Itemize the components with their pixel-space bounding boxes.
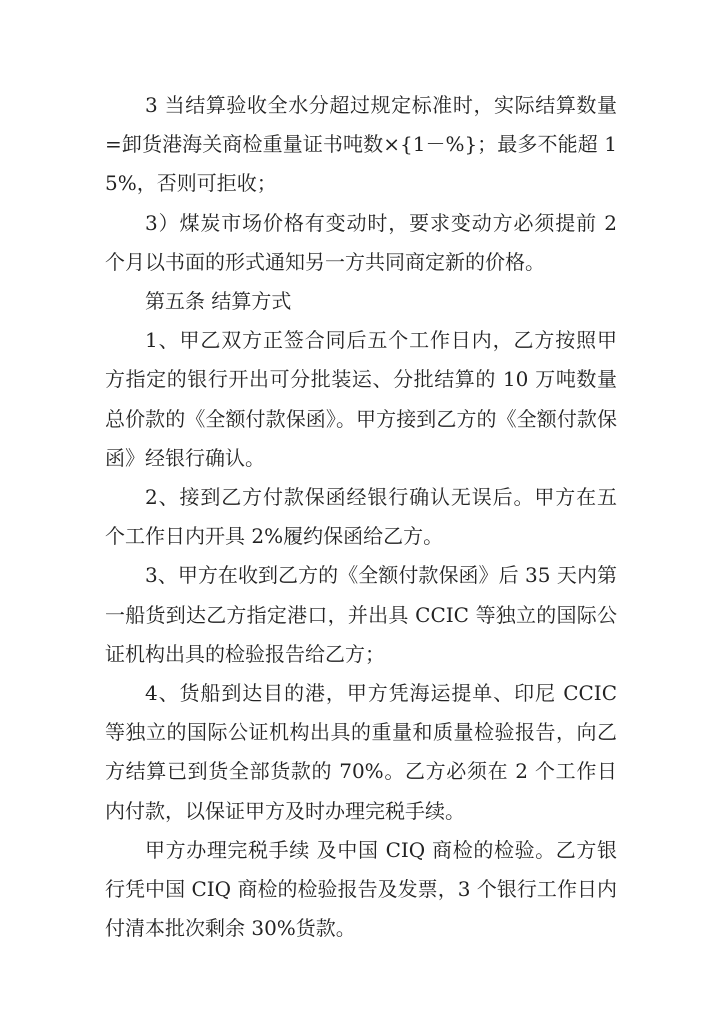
paragraph-clause-3: 3、甲方在收到乙方的《全额付款保函》后 35 天内第一船货到达乙方指定港口，并出具 CCIC 等独立的国际公证机构出具的检验报告给乙方； xyxy=(105,563,617,666)
section-heading-settlement-method: 第五条 结算方式 xyxy=(145,289,292,314)
paragraph-tax-clearance: 甲方办理完税手续 及中国 CIQ 商检的检验。乙方银行凭中国 CIQ 商检的检验报告及发票，3 个银行工作日内付清本批次剩余 30%货款。 xyxy=(105,837,617,941)
paragraph-clause-1: 1、甲乙双方正签合同后五个工作日内，乙方按照甲方指定的银行开出可分批装运、分批结算的 10 万吨数量总价款的《全额付款保函》。甲方接到乙方的《全额付款保函》经银行确认。 xyxy=(105,328,617,470)
paragraph-clause-4: 4、货船到达目的港，甲方凭海运提单、印尼 CCIC 等独立的国际公证机构出具的重量和质量检验报告，向乙方结算已到货全部货款的 70%。乙方必须在 2 个工作日内付款，以保证甲方及时办理完税手续。 xyxy=(105,681,617,823)
paragraph-clause-2: 2、接到乙方付款保函经银行确认无误后。甲方在五个工作日内开具 2%履约保函给乙方。 xyxy=(105,485,617,549)
paragraph-moisture-settlement: 3 当结算验收全水分超过规定标准时，实际结算数量=卸货港海关商检重量证书吨数×{1－%}；最多不能超 15%，否则可拒收； xyxy=(105,93,617,196)
paragraph-price-change: 3）煤炭市场价格有变动时，要求变动方必须提前 2 个月以书面的形式通知另一方共同商定新的价格。 xyxy=(105,210,617,274)
document-body xyxy=(105,86,617,948)
